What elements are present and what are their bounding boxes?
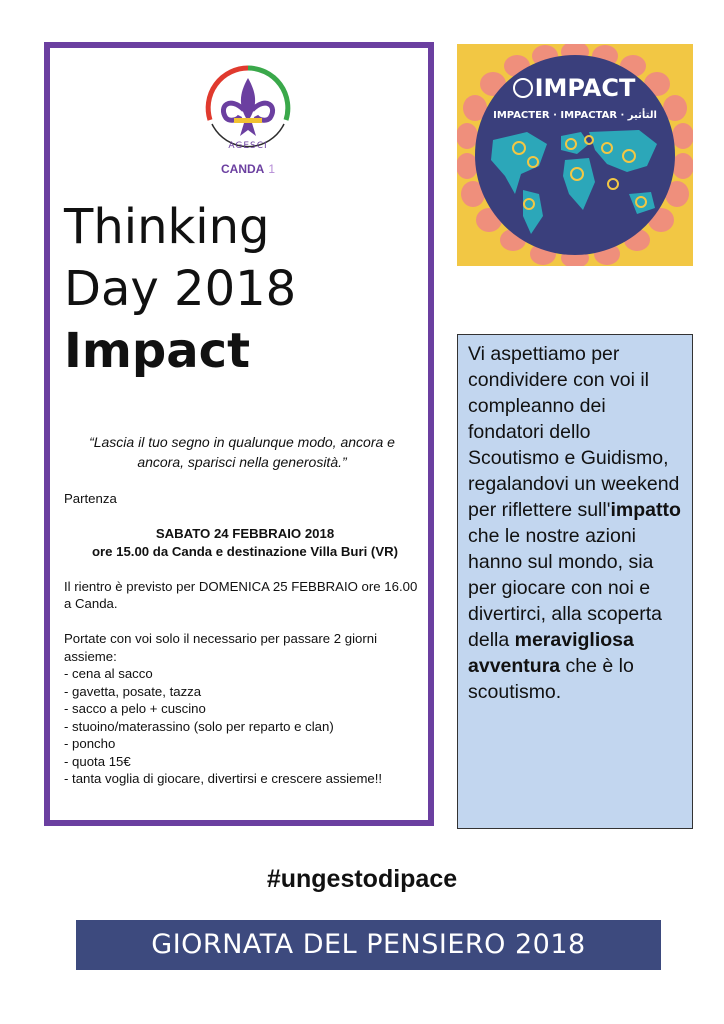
title-line-3: Impact	[64, 323, 251, 379]
fleur-de-lis-icon	[200, 62, 296, 162]
list-item: - gavetta, posate, tazza	[64, 683, 202, 699]
list-item: - quota 15€	[64, 753, 131, 769]
list-item: - stuoino/materassino (solo per reparto e clan)	[64, 718, 334, 734]
event-title	[64, 196, 296, 382]
list-item: - sacco a pelo + cuscino	[64, 701, 206, 716]
bring-intro: Portate con voi solo il necessario per passare 2 giorni assieme:	[64, 631, 378, 664]
hashtag: #ungestodipace	[266, 865, 458, 893]
departure-time: ore 15.00 da Canda e destinazione Villa Buri (VR)	[91, 543, 399, 559]
svg-text:IMPACTER · IMPACTAR · التأثير: IMPACTER · IMPACTAR · التأثير	[493, 110, 657, 121]
logo-caption: CANDA 1	[220, 162, 276, 176]
departure-label: Partenza	[64, 491, 117, 506]
invitation-text: Vi aspettiamo per condividere con voi il compleanno dei fondatori dello Scoutismo e Guidismo, regalandovi un weekend per riflettere sull'impatto che le nostre azioni hanno sul mondo, sia per giocare con noi e divertirci, alla scoperta della meravigliosa avventura che è lo scoutismo.	[468, 343, 681, 703]
impact-world-map-icon	[457, 44, 693, 266]
title-line-2: Day 2018	[64, 261, 297, 317]
invitation-box	[457, 334, 693, 829]
flyer-main-box	[44, 42, 434, 826]
impact-badge-image	[457, 44, 693, 266]
list-item: - poncho	[64, 736, 116, 751]
event-details	[64, 490, 426, 788]
agesci-logo	[200, 62, 296, 174]
departure-date: SABATO 24 FEBBRAIO 2018	[155, 526, 335, 541]
svg-text:AGESCI: AGESCI	[228, 141, 268, 151]
svg-text:IMPACT: IMPACT	[534, 74, 636, 102]
list-item: - cena al sacco	[64, 666, 153, 681]
return-info: Il rientro è previsto per DOMENICA 25 FEBBRAIO ore 16.00 a Canda.	[64, 578, 418, 611]
list-item: - tanta voglia di giocare, divertirsi e crescere assieme!!	[64, 771, 383, 786]
title-line-1: Thinking	[64, 199, 270, 255]
quote: “Lascia il tuo segno in qualunque modo, ancora e ancora, sparisci nella generosità.”	[89, 434, 395, 470]
footer-banner: GIORNATA DEL PENSIERO 2018	[76, 920, 661, 970]
